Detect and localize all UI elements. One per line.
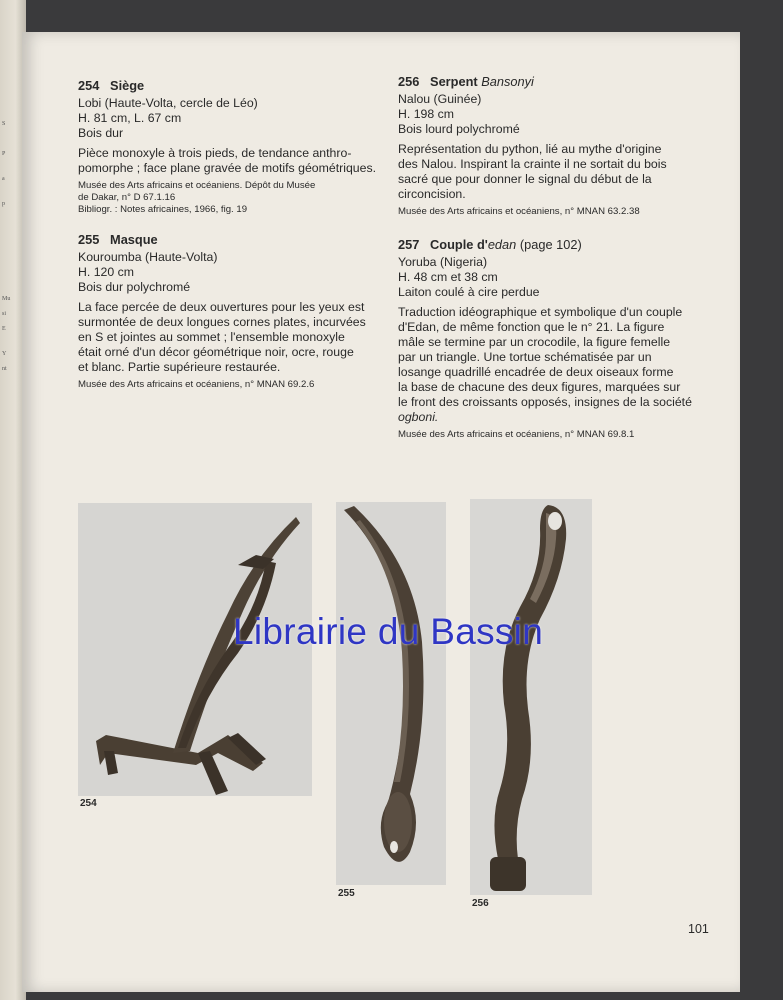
serpent-photo	[470, 499, 592, 895]
source-line: Musée des Arts africains et océaniens, n° MNAN 69.8.1	[398, 429, 635, 440]
entry-material: Bois dur	[78, 126, 124, 140]
facing-page-text: Mu	[2, 296, 11, 302]
source-line: Musée des Arts africains et océaniens, n° MNAN 63.2.38	[398, 206, 640, 217]
entry-title: Serpent	[430, 74, 478, 89]
entry-source	[78, 180, 386, 216]
source-line: Musée des Arts africains et océaniens. Dépôt du Musée	[78, 180, 316, 191]
entry-source	[78, 379, 386, 391]
description-line: losange quadrillé encadrée de deux oiseaux forme	[398, 365, 674, 379]
description-line: pomorphe ; face plane gravée de motifs géométriques.	[78, 161, 377, 175]
source-line: Bibliogr. : Notes africaines, 1966, fig. 19	[78, 204, 248, 215]
entry-page-ref: (page 102)	[519, 237, 582, 252]
photo-caption: 256	[472, 898, 489, 909]
facing-page-text: S	[2, 121, 6, 127]
description-line: en S et jointes au sommet ; l'ensemble monoxyle	[78, 330, 345, 344]
catalog-entry-257	[398, 237, 698, 441]
entry-description	[398, 305, 698, 425]
entry-material: Bois dur polychromé	[78, 280, 191, 294]
description-line: et blanc. Partie supérieure restaurée.	[78, 360, 281, 374]
entry-dimensions: H. 198 cm	[398, 107, 455, 121]
source-line: de Dakar, n° D 67.1.16	[78, 192, 176, 203]
entry-material: Bois lourd polychromé	[398, 122, 520, 136]
description-line: circoncision.	[398, 187, 466, 201]
facing-page-text: p	[2, 201, 5, 207]
facing-page-text: P	[2, 151, 6, 157]
description-line: ogboni.	[398, 410, 439, 424]
facing-page-text: si	[2, 311, 7, 317]
description-line: surmontée de deux longues cornes plates, incurvées	[78, 315, 366, 329]
entry-title: Siège	[110, 78, 145, 93]
description-line: était orné d'un décor géométrique noir, ocre, rouge	[78, 345, 354, 359]
description-line: Représentation du python, lié au mythe d'origine	[398, 142, 662, 156]
entry-source	[398, 429, 698, 441]
description-line: par un triangle. Une tortue schématisée par un	[398, 350, 652, 364]
entry-number: 255	[78, 232, 100, 247]
entry-number: 257	[398, 237, 420, 252]
entry-number: 256	[398, 74, 420, 89]
description-line: mâle se termine par un crocodile, la figure femelle	[398, 335, 671, 349]
description-line: Traduction idéographique et symbolique d'un couple	[398, 305, 683, 319]
entry-heading	[398, 237, 698, 252]
facing-page-text: E	[2, 326, 6, 332]
entry-title: Masque	[110, 232, 158, 247]
description-line: d'Edan, de même fonction que le n° 21. La figure	[398, 320, 665, 334]
entry-origin: Lobi (Haute-Volta, cercle de Léo)	[78, 96, 258, 110]
photo-caption: 254	[80, 798, 97, 809]
facing-page-text: a	[2, 176, 5, 182]
entry-title-italic: Bansonyi	[481, 74, 534, 89]
description-line: des Nalou. Inspirant la crainte il ne sortait du bois	[398, 157, 667, 171]
facing-page-text: Y	[2, 351, 7, 357]
description-line: La face percée de deux ouvertures pour les yeux est	[78, 300, 365, 314]
mask-photo	[336, 502, 446, 885]
source-line: Musée des Arts africains et océaniens, n° MNAN 69.2.6	[78, 379, 315, 390]
entry-heading	[78, 78, 386, 93]
description-line: sacré que pour donner le signal du début de la	[398, 172, 652, 186]
entry-title: Couple d'	[430, 237, 488, 252]
description-line: le front des croissants opposés, insignes de la société	[398, 395, 692, 409]
entry-heading	[398, 74, 698, 89]
photo-caption: 255	[338, 888, 355, 899]
catalog-entry-255	[78, 232, 386, 391]
entry-description	[398, 142, 698, 202]
entry-dimensions: H. 120 cm	[78, 265, 135, 279]
entry-origin: Yoruba (Nigeria)	[398, 255, 488, 269]
entry-dimensions: H. 48 cm et 38 cm	[398, 270, 498, 284]
catalog-entry-254	[78, 78, 386, 216]
entry-origin: Nalou (Guinée)	[398, 92, 482, 106]
watermark-text: Librairie du Bassin	[233, 611, 544, 652]
facing-page-text: nt	[2, 366, 7, 372]
entry-dimensions: H. 81 cm, L. 67 cm	[78, 111, 182, 125]
entry-number: 254	[78, 78, 100, 93]
entry-heading	[78, 232, 386, 247]
page-number: 101	[688, 922, 709, 936]
entry-source	[398, 206, 698, 218]
entry-description	[78, 300, 386, 375]
entry-description	[78, 146, 386, 176]
entry-origin: Kouroumba (Haute-Volta)	[78, 250, 218, 264]
catalog-entry-256	[398, 74, 698, 218]
entry-material: Laiton coulé à cire perdue	[398, 285, 540, 299]
entry-title-italic: edan	[487, 237, 517, 252]
description-line: Pièce monoxyle à trois pieds, de tendance anthro-	[78, 146, 352, 160]
description-line: la base de chacune des deux figures, marquées sur	[398, 380, 681, 394]
